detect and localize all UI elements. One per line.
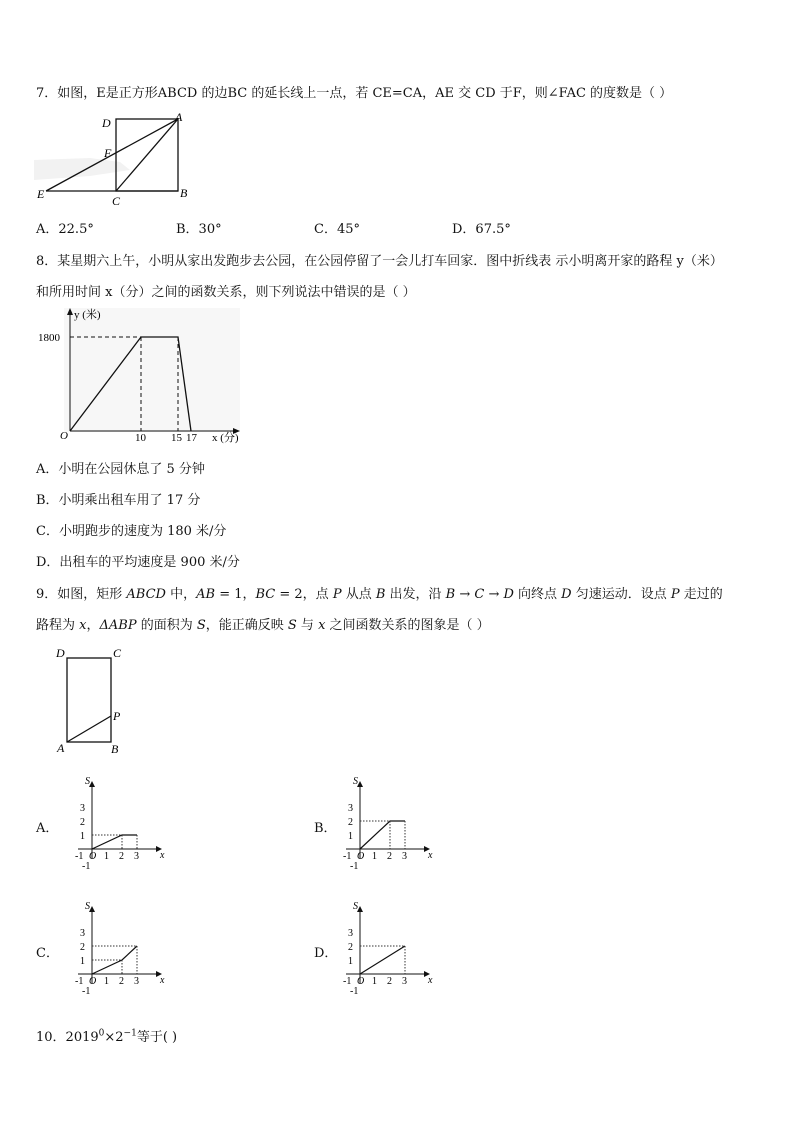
y-axis-label: S <box>85 901 90 912</box>
q9-label-D: D <box>56 646 65 660</box>
x-tick-2: 2 <box>119 851 124 862</box>
origin-label: O <box>357 976 365 987</box>
q8-option-b: B．小明乘出租车用了 17 分 <box>36 493 201 508</box>
x-tick-1: 1 <box>372 851 377 862</box>
x-tick-3: 3 <box>402 851 407 862</box>
y-tick-3: 3 <box>80 803 85 814</box>
x-axis-label: x <box>160 975 165 986</box>
q8-origin: O <box>60 430 68 442</box>
q9-stem-line2: 路程为 x，ΔABP 的面积为 S，能正确反映 S 与 x 之间函数关系的图象是（ ） <box>36 618 490 633</box>
y-tick-2: 2 <box>80 942 85 953</box>
q8-x-tick-15: 15 <box>171 432 182 444</box>
q9-option-c-graph <box>72 900 172 1000</box>
q9-rectangle-figure <box>50 644 140 756</box>
neg-y-tick: -1 <box>350 986 359 997</box>
q7-option-a: A．22.5° <box>36 222 94 237</box>
y-axis-label: S <box>353 776 358 787</box>
q8-distance-time-graph <box>36 306 246 446</box>
y-tick-3: 3 <box>348 928 353 939</box>
x-tick-3: 3 <box>134 851 139 862</box>
q8-option-a: A．小明在公园休息了 5 分钟 <box>36 462 205 477</box>
q8-y-axis-label: y (米) <box>74 309 101 321</box>
neg-x-tick: -1 <box>75 976 84 987</box>
graph-line <box>92 835 137 849</box>
neg-y-tick: -1 <box>82 986 91 997</box>
x-axis-label: x <box>428 975 433 986</box>
q7-option-b: B．30° <box>176 222 222 237</box>
x-tick-1: 1 <box>104 851 109 862</box>
neg-y-tick: -1 <box>82 861 91 872</box>
y-tick-3: 3 <box>348 803 353 814</box>
q7-option-d: D．67.5° <box>452 222 511 237</box>
q9-label-A: A <box>57 741 65 755</box>
q7-label-D: D <box>102 116 111 130</box>
x-axis-label: x <box>160 850 165 861</box>
y-axis-label: S <box>353 901 358 912</box>
q9-option-a-graph <box>72 775 172 875</box>
q10-stem: 10．$2019^0\times 2^{-1}$等于( ) <box>36 1028 178 1045</box>
x-tick-2: 2 <box>387 851 392 862</box>
q9-label-C: C <box>113 646 122 660</box>
q8-y-tick-1800: 1800 <box>38 332 60 344</box>
q9-label-B: B <box>111 742 119 756</box>
neg-y-tick: -1 <box>350 861 359 872</box>
q8-x-axis-label: x (分) <box>212 432 239 444</box>
q7-option-c: C．45° <box>314 222 360 237</box>
y-tick-1: 1 <box>348 956 353 967</box>
y-tick-2: 2 <box>348 817 353 828</box>
q9-option-d-graph <box>340 900 440 1000</box>
y-tick-1: 1 <box>80 956 85 967</box>
origin-label: O <box>357 851 365 862</box>
graph-line <box>360 821 405 849</box>
q7-label-E: E <box>37 187 45 201</box>
y-axis-label: S <box>85 776 90 787</box>
graph-line <box>360 946 405 974</box>
x-tick-2: 2 <box>387 976 392 987</box>
q9-option-b-label: B． <box>314 821 337 836</box>
x-axis-label: x <box>428 850 433 861</box>
q8-option-c: C．小明跑步的速度为 180 米/分 <box>36 524 227 539</box>
neg-x-tick: -1 <box>343 976 352 987</box>
q7-label-C: C <box>112 194 121 208</box>
q7-label-F: F <box>104 146 112 160</box>
q9-option-d-label: D． <box>314 946 338 961</box>
y-tick-3: 3 <box>80 928 85 939</box>
q7-label-B: B <box>180 186 188 200</box>
q7-stem: 7．如图，E是正方形ABCD 的边BC 的延长线上一点，若 CE=CA，AE 交 CD 于F，则∠FAC 的度数是（ ） <box>36 86 673 101</box>
q9-label-P: P <box>113 709 121 723</box>
q8-stem-line1: 8．某星期六上午，小明从家出发跑步去公园，在公园停留了一会儿打车回家．图中折线表 示小明离开家的路程 y（米） <box>36 254 723 269</box>
neg-x-tick: -1 <box>343 851 352 862</box>
neg-x-tick: -1 <box>75 851 84 862</box>
y-tick-2: 2 <box>348 942 353 953</box>
x-tick-2: 2 <box>119 976 124 987</box>
x-tick-1: 1 <box>104 976 109 987</box>
y-tick-1: 1 <box>348 831 353 842</box>
q8-option-d: D．出租车的平均速度是 900 米/分 <box>36 555 240 570</box>
y-tick-2: 2 <box>80 817 85 828</box>
q9-option-c-label: C． <box>36 946 59 961</box>
q9-option-a-label: A． <box>36 821 59 836</box>
x-tick-3: 3 <box>134 976 139 987</box>
q8-stem-line2: 和所用时间 x（分）之间的函数关系，则下列说法中错误的是（ ） <box>36 285 416 300</box>
q9-stem-line1: 9．如图，矩形 ABCD 中，AB = 1，BC = 2，点 P 从点 B 出发，沿 B → C → D 向终点 D 匀速运动．设点 P 走过的 <box>36 587 723 602</box>
x-tick-1: 1 <box>372 976 377 987</box>
x-tick-3: 3 <box>402 976 407 987</box>
q9-option-b-graph <box>340 775 440 875</box>
origin-label: O <box>89 851 97 862</box>
q7-label-A: A <box>175 110 183 124</box>
origin-label: O <box>89 976 97 987</box>
q8-x-tick-17: 17 <box>186 432 197 444</box>
q8-x-tick-10: 10 <box>135 432 146 444</box>
q7-square-figure <box>30 110 200 210</box>
y-tick-1: 1 <box>80 831 85 842</box>
